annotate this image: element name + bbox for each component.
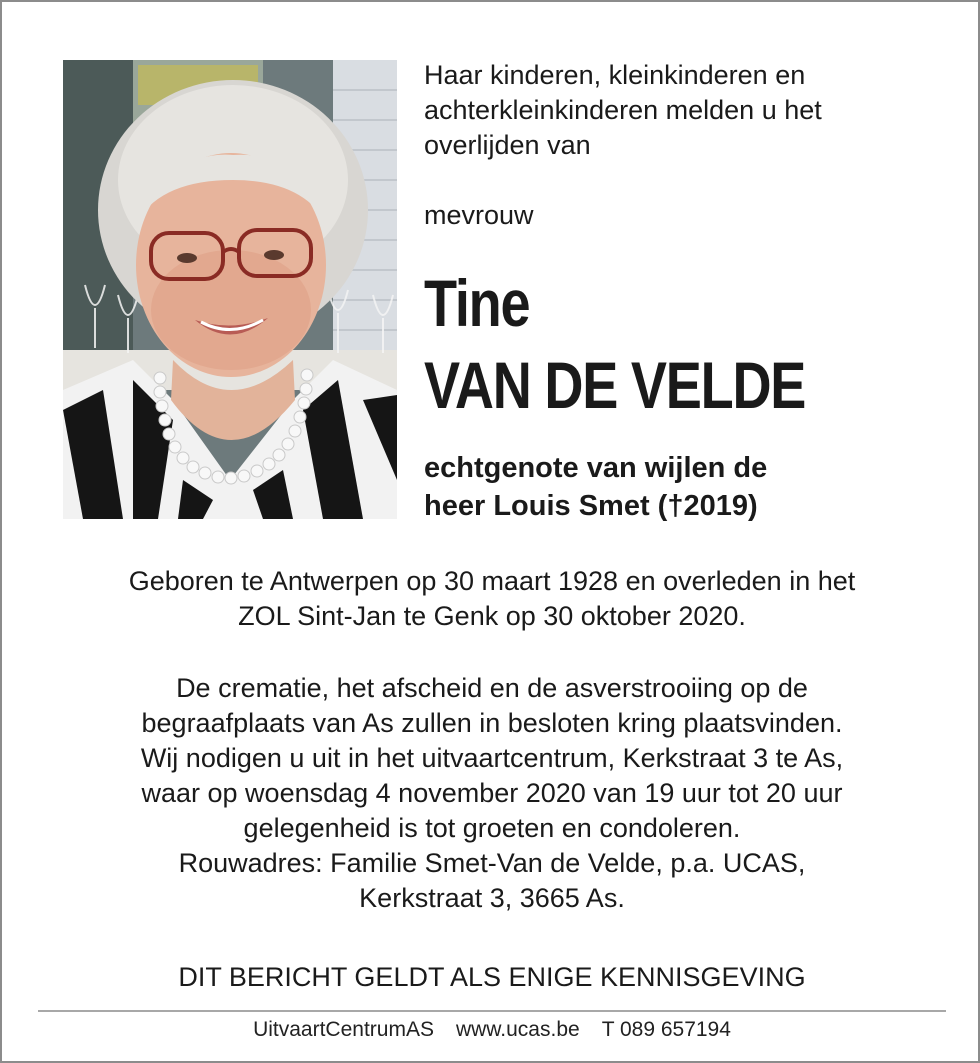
spouse-line: echtgenote van wijlen de xyxy=(424,452,768,484)
ceremony-line: Wij nodigen u uit in het uitvaartcentrum, Kerkstraat 3 te As, xyxy=(140,743,844,773)
footer-phone: T 089 657194 xyxy=(601,1018,731,1041)
ceremony-line: gelegenheid is tot groeten en condoleren. xyxy=(243,813,741,843)
footer xyxy=(42,1015,942,1045)
intro-text xyxy=(424,58,944,163)
intro-line: Haar kinderen, kleinkinderen en xyxy=(424,60,806,90)
spouse-line: heer Louis Smet (†2019) xyxy=(424,490,758,522)
portrait-photo xyxy=(63,60,397,519)
ceremony-line: Kerkstraat 3, 3665 As. xyxy=(359,883,625,913)
birth-line: Geboren te Antwerpen op 30 maart 1928 en overleden in het xyxy=(128,566,856,596)
ceremony-line: begraafplaats van As zullen in besloten kring plaatsvinden. xyxy=(141,708,843,738)
salutation: mevrouw xyxy=(424,200,534,230)
portrait-illustration xyxy=(63,60,397,519)
notice-statement: DIT BERICHT GELDT ALS ENIGE KENNISGEVING xyxy=(178,962,806,992)
footer-website[interactable]: www.ucas.be xyxy=(455,1018,580,1041)
spouse-text xyxy=(424,449,944,525)
deceased-last-name: VAN DE VELDE xyxy=(424,348,806,422)
intro-line: achterkleinkinderen melden u het xyxy=(424,95,822,125)
deceased-first-name: Tine xyxy=(424,266,530,340)
footer-company: UitvaartCentrumAS xyxy=(253,1018,434,1041)
ceremony-line: De crematie, het afscheid en de asverstrooiing op de xyxy=(176,673,808,703)
ceremony-line: Rouwadres: Familie Smet-Van de Velde, p.a. UCAS, xyxy=(178,848,806,878)
birth-line: ZOL Sint-Jan te Genk op 30 oktober 2020. xyxy=(238,601,746,631)
ceremony-details xyxy=(42,671,942,916)
ceremony-line: waar op woensdag 4 november 2020 van 19 uur tot 20 uur xyxy=(141,778,843,808)
footer-divider xyxy=(38,1010,946,1012)
intro-line: overlijden van xyxy=(424,130,591,160)
birth-death-details xyxy=(42,564,942,634)
